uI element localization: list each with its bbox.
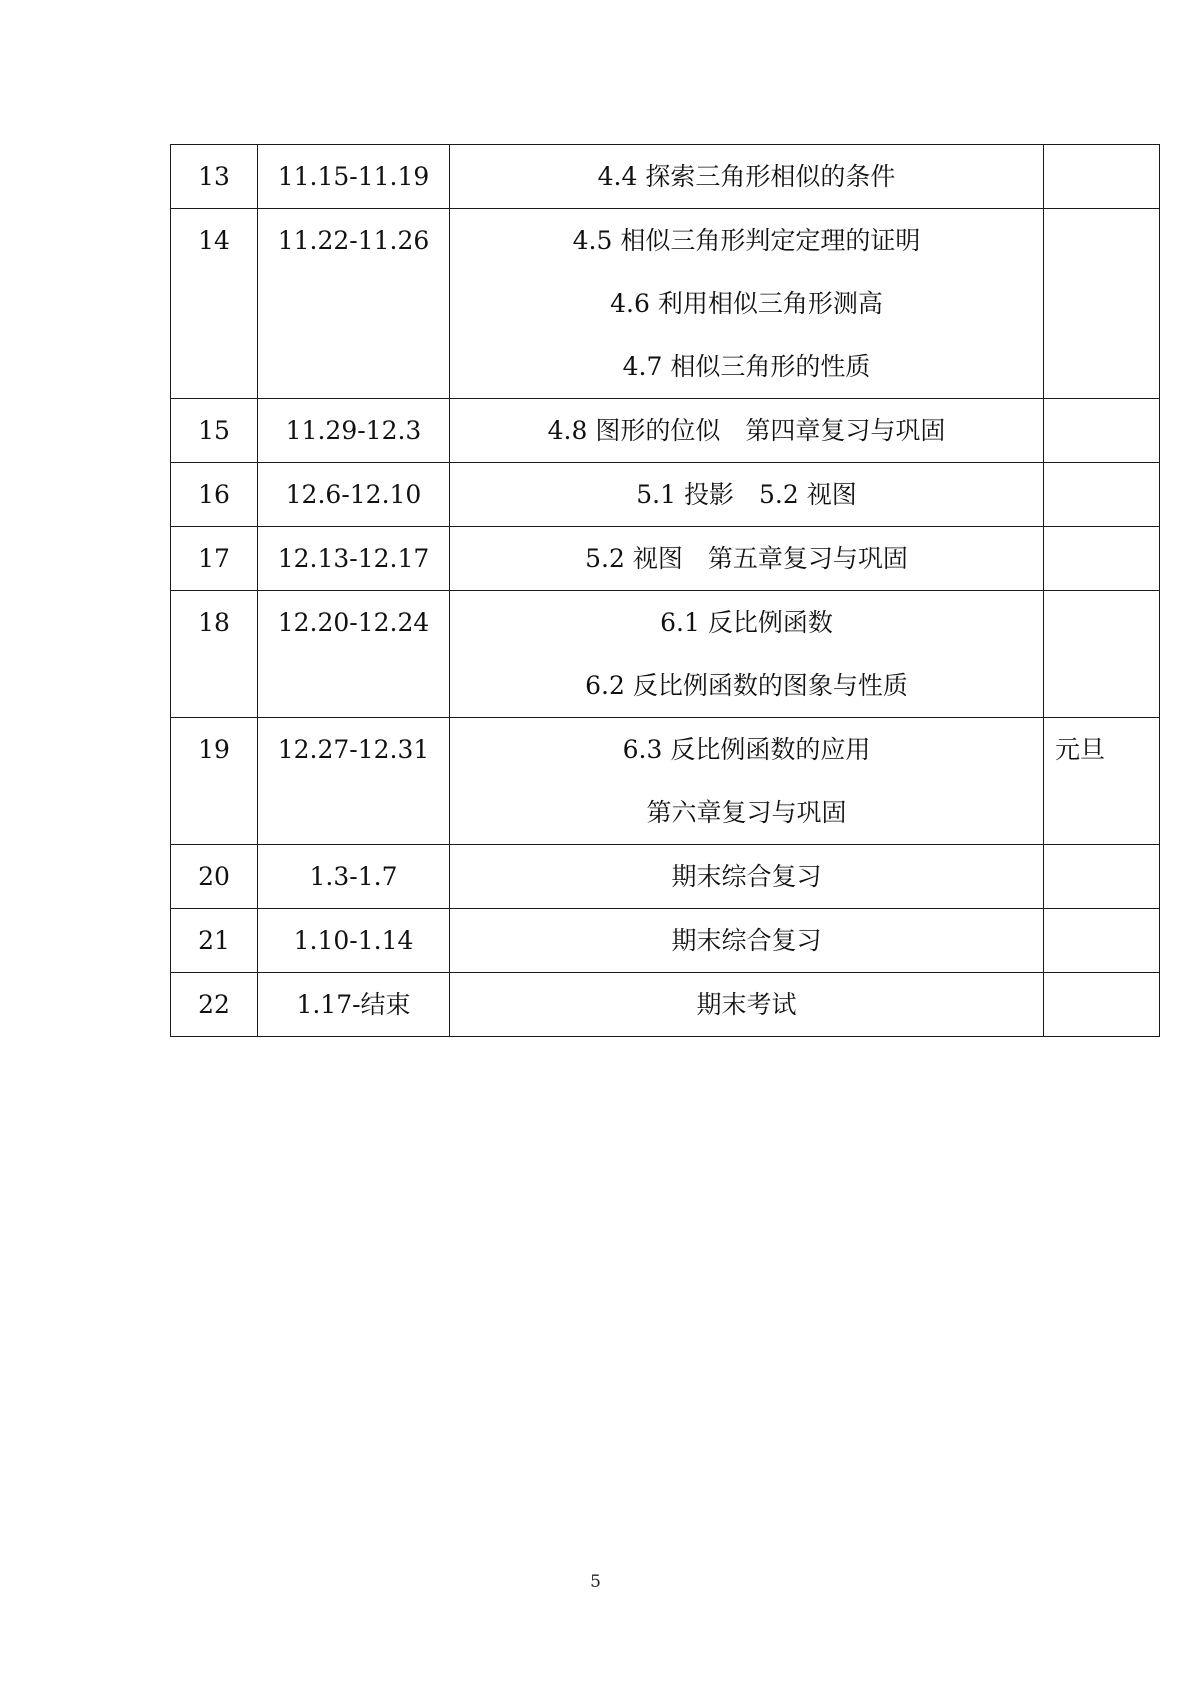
week-number: 22 — [198, 990, 230, 1019]
table-row — [171, 973, 1160, 1037]
content-line: 期末综合复习 — [671, 862, 822, 891]
note-cell — [1044, 718, 1160, 845]
week-number: 17 — [198, 544, 230, 573]
week-cell — [171, 463, 258, 527]
date-cell — [258, 845, 450, 909]
content-line: 第六章复习与巩固 — [646, 798, 847, 827]
table-row — [171, 527, 1160, 591]
date-range: 11.15-11.19 — [277, 162, 430, 191]
date-cell — [258, 718, 450, 845]
content-line: 5.2 视图 第五章复习与巩固 — [585, 544, 908, 573]
note-cell — [1044, 845, 1160, 909]
note-cell — [1044, 527, 1160, 591]
date-cell — [258, 463, 450, 527]
week-cell — [171, 973, 258, 1037]
note-cell — [1044, 909, 1160, 973]
date-cell — [258, 399, 450, 463]
week-cell — [171, 145, 258, 209]
week-number: 13 — [198, 162, 230, 191]
content-cell — [450, 973, 1044, 1037]
content-line: 6.3 反比例函数的应用 — [622, 735, 871, 764]
content-line: 期末综合复习 — [671, 926, 822, 955]
date-range: 12.13-12.17 — [277, 544, 430, 573]
week-number: 18 — [198, 608, 230, 637]
table-row — [171, 718, 1160, 845]
content-cell — [450, 145, 1044, 209]
week-number: 16 — [198, 480, 230, 509]
date-range: 1.17-结束 — [296, 990, 411, 1019]
content-cell — [450, 591, 1044, 718]
table-row — [171, 909, 1160, 973]
content-cell — [450, 909, 1044, 973]
date-range: 11.22-11.26 — [277, 226, 430, 255]
content-line: 4.5 相似三角形判定定理的证明 — [572, 226, 921, 255]
date-range: 1.3-1.7 — [309, 862, 398, 891]
date-cell — [258, 145, 450, 209]
note-text — [1055, 845, 1159, 908]
schedule-table — [170, 144, 1160, 1037]
content-line: 6.2 反比例函数的图象与性质 — [585, 671, 908, 700]
note-text — [1055, 399, 1159, 462]
week-cell — [171, 591, 258, 718]
page-number: 5 — [590, 1572, 601, 1592]
week-number: 21 — [198, 926, 230, 955]
note-text — [1055, 527, 1159, 590]
table-row — [171, 845, 1160, 909]
note-text: 元旦 — [1055, 735, 1106, 764]
table-row — [171, 463, 1160, 527]
table-row — [171, 145, 1160, 209]
week-cell — [171, 209, 258, 399]
content-cell — [450, 209, 1044, 399]
table-row — [171, 591, 1160, 718]
note-text — [1055, 591, 1159, 654]
week-number: 20 — [198, 862, 230, 891]
date-range: 12.6-12.10 — [285, 480, 422, 509]
date-cell — [258, 591, 450, 718]
content-line: 4.8 图形的位似 第四章复习与巩固 — [547, 416, 946, 445]
week-cell — [171, 527, 258, 591]
content-cell — [450, 845, 1044, 909]
content-line: 4.6 利用相似三角形测高 — [610, 289, 883, 318]
content-line: 期末考试 — [696, 990, 797, 1019]
week-cell — [171, 399, 258, 463]
date-range: 12.20-12.24 — [277, 608, 430, 637]
content-cell — [450, 718, 1044, 845]
date-range: 12.27-12.31 — [277, 735, 430, 764]
content-line: 4.7 相似三角形的性质 — [622, 352, 871, 381]
date-cell — [258, 909, 450, 973]
week-number: 14 — [198, 226, 230, 255]
week-number: 19 — [198, 735, 230, 764]
note-text — [1055, 909, 1159, 972]
note-text — [1055, 209, 1159, 272]
note-cell — [1044, 463, 1160, 527]
content-line: 5.1 投影 5.2 视图 — [636, 480, 857, 509]
date-cell — [258, 209, 450, 399]
note-cell — [1044, 591, 1160, 718]
content-line: 4.4 探索三角形相似的条件 — [597, 162, 896, 191]
week-cell — [171, 845, 258, 909]
week-cell — [171, 718, 258, 845]
table-row — [171, 209, 1160, 399]
date-cell — [258, 527, 450, 591]
note-text — [1055, 463, 1159, 526]
note-cell — [1044, 209, 1160, 399]
date-range: 1.10-1.14 — [293, 926, 414, 955]
table-row — [171, 399, 1160, 463]
content-line: 6.1 反比例函数 — [660, 608, 833, 637]
note-text — [1055, 973, 1159, 1036]
content-cell — [450, 463, 1044, 527]
date-cell — [258, 973, 450, 1037]
content-cell — [450, 399, 1044, 463]
content-cell — [450, 527, 1044, 591]
note-text — [1055, 145, 1159, 208]
week-number: 15 — [198, 416, 230, 445]
note-cell — [1044, 399, 1160, 463]
week-cell — [171, 909, 258, 973]
date-range: 11.29-12.3 — [285, 416, 422, 445]
note-cell — [1044, 973, 1160, 1037]
note-cell — [1044, 145, 1160, 209]
